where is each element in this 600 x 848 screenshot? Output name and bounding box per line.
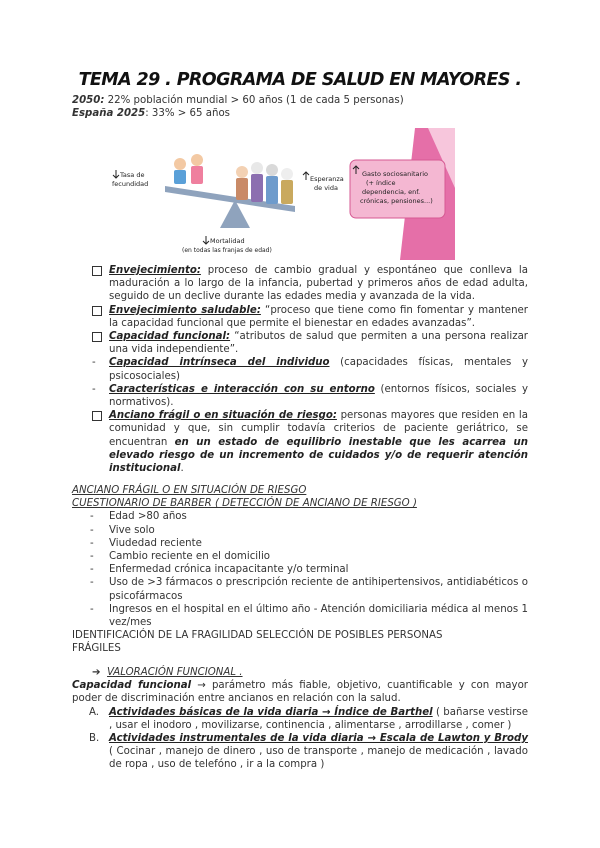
concept-text: “atributos de salud que permiten a una persona realizar una vida independiente”. — [109, 331, 529, 356]
dash-bullet: - — [90, 511, 94, 523]
activity-text: ( bañarse vestirse , usar el inodoro , movilizarse, continencia , alimentarse , arrodillarse , comer ) — [109, 706, 529, 731]
fragile-heading: ANCIANO FRÁGIL O EN SITUACIÓN DE RIESGO — [72, 485, 307, 496]
fertility-label: fecundidad — [112, 180, 149, 188]
list-item — [72, 383, 528, 409]
concept-text: (entornos físicos, sociales y normativos). — [109, 383, 528, 409]
concept-text: “proceso que tiene como fin fomentar y mantener la capacidad funcional que permite el bienestar en edades avanzadas”. — [109, 304, 528, 329]
page-title: TEMA 29 . PROGRAMA DE SALUD EN MAYORES . — [78, 70, 522, 90]
activity-text: ( Cocinar , manejo de dinero , uso de transporte , manejo de medicación , lavado de ropa , uso de telefóno , ir a la compra ) — [109, 746, 528, 771]
list-item — [72, 576, 528, 602]
stat-label: España 2025 — [72, 108, 146, 119]
concept-text: personas mayores que residen en la comunidad y que, sin cumplir todavía criterios de paciente geriátrico, se encuentran — [109, 410, 528, 448]
concept-term: Capacidad intrínseca del individuo — [109, 357, 330, 369]
capacidad-paragraph — [72, 679, 528, 705]
mortality-label: (en todas las franjas de edad) — [182, 247, 272, 254]
concept-term: Anciano frágil o en situación de riesgo: — [109, 410, 337, 422]
stat-espana — [72, 108, 230, 119]
dash-bullet: - — [92, 383, 96, 395]
concept-end: . — [180, 463, 184, 475]
barber-item: Enfermedad crónica incapacitante y/o terminal — [109, 564, 349, 576]
life-expectancy-label: de vida — [314, 184, 338, 192]
down-arrow-icon — [203, 236, 209, 244]
elder-figure — [281, 180, 293, 204]
list-item — [72, 732, 528, 772]
stat-text: 22% población mundial > 60 años (1 de cada 5 personas) — [104, 95, 404, 106]
list-item — [72, 537, 528, 550]
barber-item: Viudedad reciente — [109, 537, 202, 549]
valoracion-heading: VALORACIÓN FUNCIONAL . — [107, 667, 243, 678]
dash-bullet: - — [90, 537, 94, 549]
concept-term: Envejecimiento: — [109, 265, 201, 276]
checkbox-icon — [92, 266, 102, 276]
valoracion-row — [72, 666, 528, 679]
child-figure — [174, 170, 186, 184]
elder-figure — [236, 178, 248, 200]
dash-bullet: - — [92, 357, 96, 369]
elder-figure — [266, 176, 278, 204]
concept-term: Envejecimiento saludable: — [109, 304, 261, 316]
list-item — [72, 330, 528, 356]
dash-bullet: - — [90, 603, 94, 615]
barber-section — [72, 484, 528, 656]
list-marker: B. — [89, 733, 100, 745]
activity-term: Actividades instrumentales de la vida diaria → Escala de Lawton y Brody — [109, 733, 528, 745]
concept-text: proceso de cambio gradual y espontáneo que conlleva la maduración a lo largo de la infancia, pubertad y primeros años de edad adulta, seguido de un declive durante las edades media y avanzada de la vida. — [109, 265, 528, 303]
list-item — [72, 356, 528, 382]
stat-2050 — [72, 95, 404, 106]
list-item — [72, 603, 528, 629]
elder-figure — [266, 164, 278, 176]
concepts-list — [72, 264, 528, 475]
elder-figure — [281, 168, 293, 180]
list-item — [72, 706, 528, 732]
list-item — [72, 524, 528, 537]
life-expectancy-label: Esperanza — [310, 175, 344, 183]
demographic-seesaw-figure — [110, 128, 455, 260]
functional-assessment-section — [72, 666, 528, 772]
identification-heading: IDENTIFICACIÓN DE LA FRAGILIDAD SELECCIÓN DE POSIBLES PERSONAS FRÁGILES — [72, 630, 443, 655]
barber-heading: CUESTIONARIO DE BARBER ( DETECCIÓN DE ANCIANO DE RIESGO ) — [72, 498, 417, 510]
list-item — [72, 409, 528, 475]
list-item — [72, 550, 528, 563]
concept-term: Características e interacción con su entorno — [109, 383, 375, 395]
barber-item: Ingresos en el hospital en el último año - Atención domiciliaria médica al menos 1 vez/mes — [109, 603, 528, 629]
elder-figure — [251, 174, 263, 202]
stat-label: 2050: — [72, 95, 105, 106]
list-item — [72, 563, 528, 576]
child-figure — [174, 158, 186, 170]
concept-text: (capacidades físicas, mentales y psicosociales) — [109, 357, 528, 382]
box-label-line: dependencia, enf. — [362, 188, 421, 196]
child-figure — [191, 166, 203, 184]
barber-item: Vive solo — [109, 524, 155, 536]
box-label-line: (+ índice — [366, 179, 396, 187]
checkbox-icon — [92, 332, 102, 342]
arrow-right-icon: ➔ — [92, 667, 101, 678]
capacidad-term: Capacidad funcional — [72, 680, 192, 692]
mortality-label: Mortalidad — [210, 237, 245, 245]
list-item — [72, 264, 528, 304]
dash-bullet: - — [90, 577, 94, 589]
elder-figure — [251, 162, 263, 174]
list-marker: A. — [89, 706, 100, 718]
box-label-line: crónicas, pensiones...) — [360, 197, 433, 205]
down-arrow-icon — [113, 170, 119, 178]
list-item — [72, 304, 528, 330]
elder-figure — [236, 166, 248, 178]
barber-item: Uso de >3 fármacos o prescripción reciente de antihipertensivos, antidiabéticos o psicofármacos — [109, 577, 528, 602]
box-label-line: Gasto sociosanitario — [362, 170, 428, 178]
activity-term: Actividades básicas de la vida diaria → Índice de Barthel — [109, 706, 433, 718]
checkbox-icon — [92, 306, 102, 316]
capacidad-text: → parámetro más fiable, objetivo, cuantificable y con mayor poder de discriminación entre ancianos en relación con la salud. — [72, 680, 528, 705]
list-item — [72, 510, 528, 523]
fertility-label: Tasa de — [120, 171, 145, 179]
up-arrow-icon — [303, 172, 309, 180]
concept-bold-text: en un estado de equilibrio inestable que les acarrea un elevado riesgo de un incremento de cuidados y/o de requerir atención institucional — [109, 436, 528, 475]
dash-bullet: - — [90, 524, 94, 536]
concept-term: Capacidad funcional: — [109, 331, 231, 343]
barber-item: Edad >80 años — [109, 511, 187, 523]
stat-text: : 33% > 65 años — [145, 108, 230, 119]
dash-bullet: - — [90, 564, 94, 576]
checkbox-icon — [92, 411, 102, 421]
dash-bullet: - — [90, 551, 94, 563]
barber-item: Cambio reciente en el domicilio — [109, 551, 271, 563]
child-figure — [191, 154, 203, 166]
